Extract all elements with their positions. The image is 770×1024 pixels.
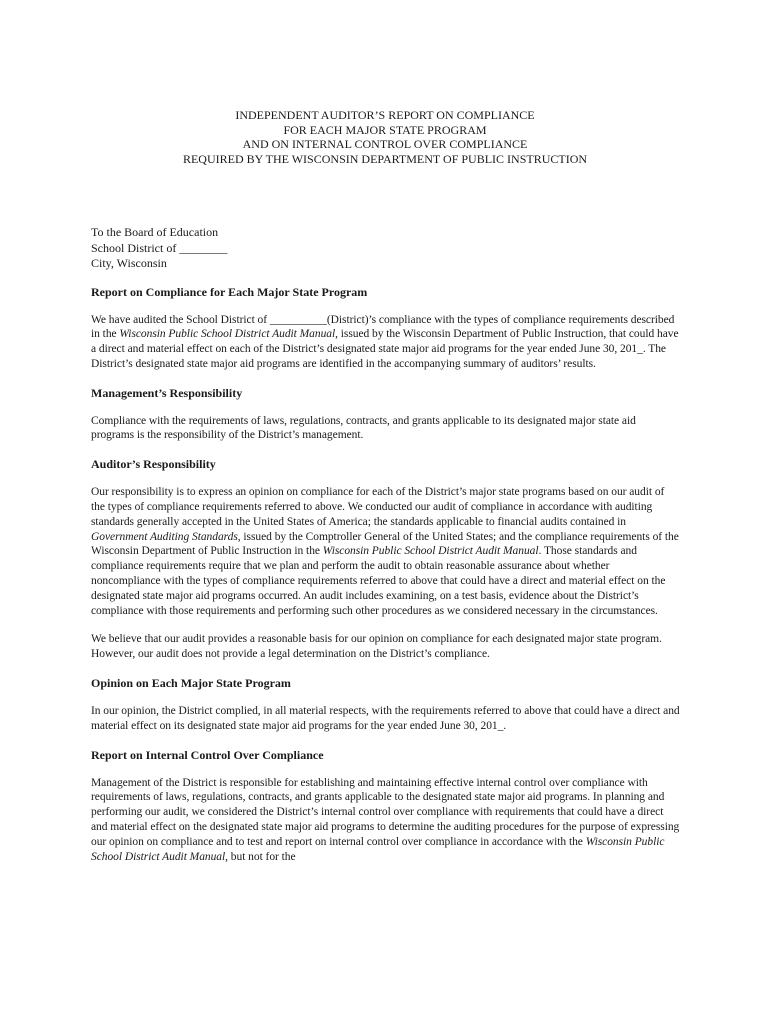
addressee-line-1: To the Board of Education bbox=[91, 225, 219, 239]
title-line-2: FOR EACH MAJOR STATE PROGRAM bbox=[283, 122, 487, 137]
addressee-line-3: City, Wisconsin bbox=[91, 256, 167, 270]
document-page bbox=[91, 108, 681, 864]
auditor-paragraph-1: Our responsibility is to express an opinion on compliance for each of the District’s major state programs based on our audit of the types of compliance requirements referred to above. We conducted our audit of compliance in accordance with auditing standards generally accepted in the United States of America; the standards applicable to financial audits contained in Government Auditing Standards, issued by the Comptroller General of the United States; and the compliance requirements of the Wisconsin Department of Public Instruction in the Wisconsin Public School District Audit Manual. Those standards and compliance requirements require that we plan and perform the audit to obtain reasonable assurance about whether noncompliance with the types of compliance requirements referred to above that could have a direct and material effect on the designated state major aid programs occurred. An audit includes examining, on a test basis, evidence about the District’s compliance with those requirements and performing such other procedures as we considered necessary in the circumstances. bbox=[91, 486, 679, 617]
opinion-paragraph: In our opinion, the District complied, in all material respects, with the requirements referred to above that could have a direct and material effect on its designated state major aid programs for the year ended June 30, 201_. bbox=[91, 705, 680, 732]
addressee-line-2: School District of ________ bbox=[91, 240, 228, 255]
compliance-paragraph: We have audited the School District of __________(District)’s compliance with the types of compliance requirements described in the Wisconsin Public School District Audit Manual, issued by the Wisconsin Department of Public Instruction, that could have a direct and material effect on each of the District’s designated state major aid programs for the year ended June 30, 201_. The District’s designated state major aid programs are identified in the accompanying summary of auditors’ results. bbox=[91, 313, 679, 370]
management-paragraph: Compliance with the requirements of laws, regulations, contracts, and grants applicable to its designated major state aid programs is the responsibility of the District’s management. bbox=[91, 414, 636, 442]
section-heading-compliance: Report on Compliance for Each Major State Program bbox=[91, 284, 368, 299]
title-line-4: REQUIRED BY THE WISCONSIN DEPARTMENT OF PUBLIC INSTRUCTION bbox=[182, 151, 588, 166]
section-heading-management: Management’s Responsibility bbox=[91, 385, 243, 400]
addressee-block bbox=[91, 225, 681, 272]
title-line-1: INDEPENDENT AUDITOR’S REPORT ON COMPLIANCE bbox=[235, 108, 535, 122]
section-heading-internal-control: Report on Internal Control Over Compliance bbox=[91, 747, 324, 762]
internal-control-paragraph: Management of the District is responsible for establishing and maintaining effective internal control over compliance with requirements of laws, regulations, contracts, and grants applicable to the designated state major aid programs. In planning and performing our audit, we considered the District’s internal control over compliance with requirements that could have a direct and material effect on the designated state major aid programs to determine the auditing procedures for the purpose of expressing our opinion on compliance and to test and report on internal control over compliance in accordance with the Wisconsin Public School District Audit Manual, but not for the bbox=[91, 776, 680, 863]
report-title bbox=[89, 108, 681, 166]
auditor-paragraph-2: We believe that our audit provides a reasonable basis for our opinion on compliance for each designated major state program. However, our audit does not provide a legal determination on the District’s compliance. bbox=[91, 633, 662, 661]
title-line-3: AND ON INTERNAL CONTROL OVER COMPLIANCE bbox=[242, 137, 528, 151]
section-heading-opinion: Opinion on Each Major State Program bbox=[91, 676, 291, 691]
section-heading-auditor: Auditor’s Responsibility bbox=[91, 457, 216, 472]
